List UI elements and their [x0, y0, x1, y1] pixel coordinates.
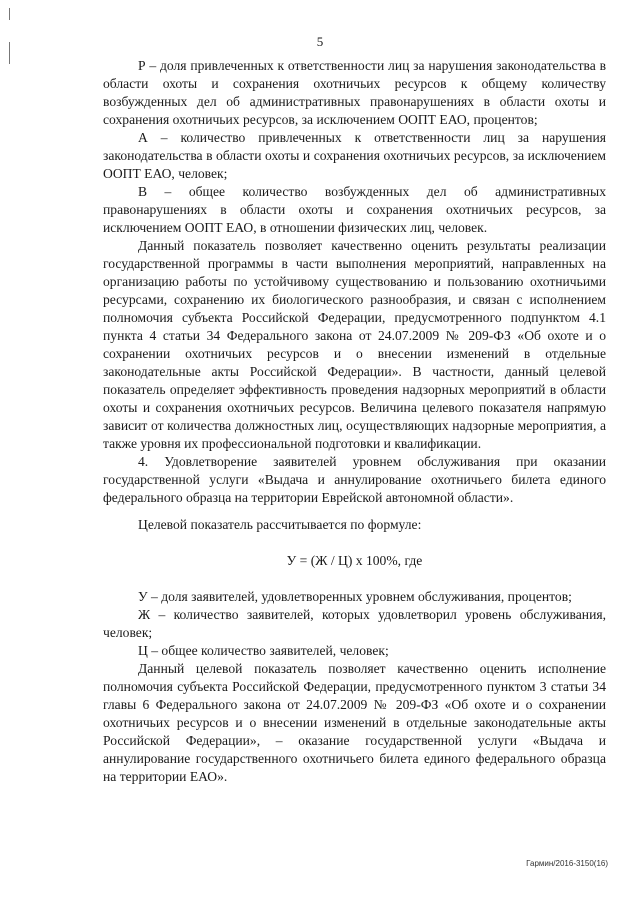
margin-mark [9, 8, 10, 20]
paragraph-item-4: 4. Удовлетворение заявителей уровнем обслуживания при оказании государственной услуги «Выдача и аннулирование охотничьего билета единого федерального образца на территории Еврейской автономной области». [103, 454, 606, 505]
paragraph-formula-intro: Целевой показатель рассчитывается по формуле: [138, 517, 422, 532]
page-number: 5 [316, 34, 324, 49]
footer-code: Гармин/2016-3150(16) [526, 859, 608, 868]
paragraph-final-description: Данный целевой показатель позволяет качественно оценить исполнение полномочия субъекта Российской Федерации, предусмотренного пунктом 3 статьи 34 главы 6 Федерального закона от 24.07.2009 № 209-ФЗ «Об охоте и о сохранении охотничьих ресурсов и о внесении изменений в отдельные законодательные акты Российской Федерации», – оказание государственной услуги «Выдача и аннулирование государственного охотничьего билета единого федерального образца на территории ЕАО». [103, 661, 606, 784]
document-body [103, 57, 606, 786]
definition-zh: Ж – количество заявителей, которых удовлетворил уровень обслуживания, человек; [103, 607, 606, 640]
paragraph-a-definition: А – количество привлеченных к ответственности лиц за нарушения законодательства в области охоты и сохранения охотничьих ресурсов, за исключением ООПТ ЕАО, человек; [103, 130, 606, 181]
formula: У = (Ж / Ц) х 100%, где [286, 553, 423, 568]
definition-ts: Ц – общее количество заявителей, человек; [138, 643, 389, 658]
paragraph-b-definition: В – общее количество возбужденных дел об административных правонарушениях в области охоты и сохранения охотничьих ресурсов, за исключением ООПТ ЕАО, в отношении физических лиц, человек. [103, 184, 606, 235]
paragraph-r-definition: Р – доля привлеченных к ответственности лиц за нарушения законодательства в области охоты и сохранения охотничьих ресурсов к общему количеству возбужденных дел об административных правонарушениях в области охоты и сохранения охотничьих ресурсов, за исключением ООПТ ЕАО, процентов; [103, 58, 606, 127]
paragraph-indicator-description: Данный показатель позволяет качественно оценить результаты реализации государственной программы в части выполнения мероприятий, направленных на организацию работы по устойчивому существованию и пользованию охотничьими ресурсами, сохранению их биологического разнообразия, и связан с исполнением полномочия субъекта Российской Федерации, предусмотренного подпунктом 4.1 пункта 4 статьи 34 Федерального закона от 24.07.2009 № 209-ФЗ «Об охоте и о сохранении охотничьих ресурсов и о внесении изменений в отдельные законодательные акты Российской Федерации». В частности, данный целевой показатель определяет эффективность проведения надзорных мероприятий в области охоты и сохранения охотничьих ресурсов. Величина целевого показателя напрямую зависит от количества должностных лиц, осуществляющих надзорные мероприятия, а также уровня их профессиональной подготовки и квалификации. [103, 238, 606, 451]
definition-u: У – доля заявителей, удовлетворенных уровнем обслуживания, процентов; [138, 589, 572, 604]
